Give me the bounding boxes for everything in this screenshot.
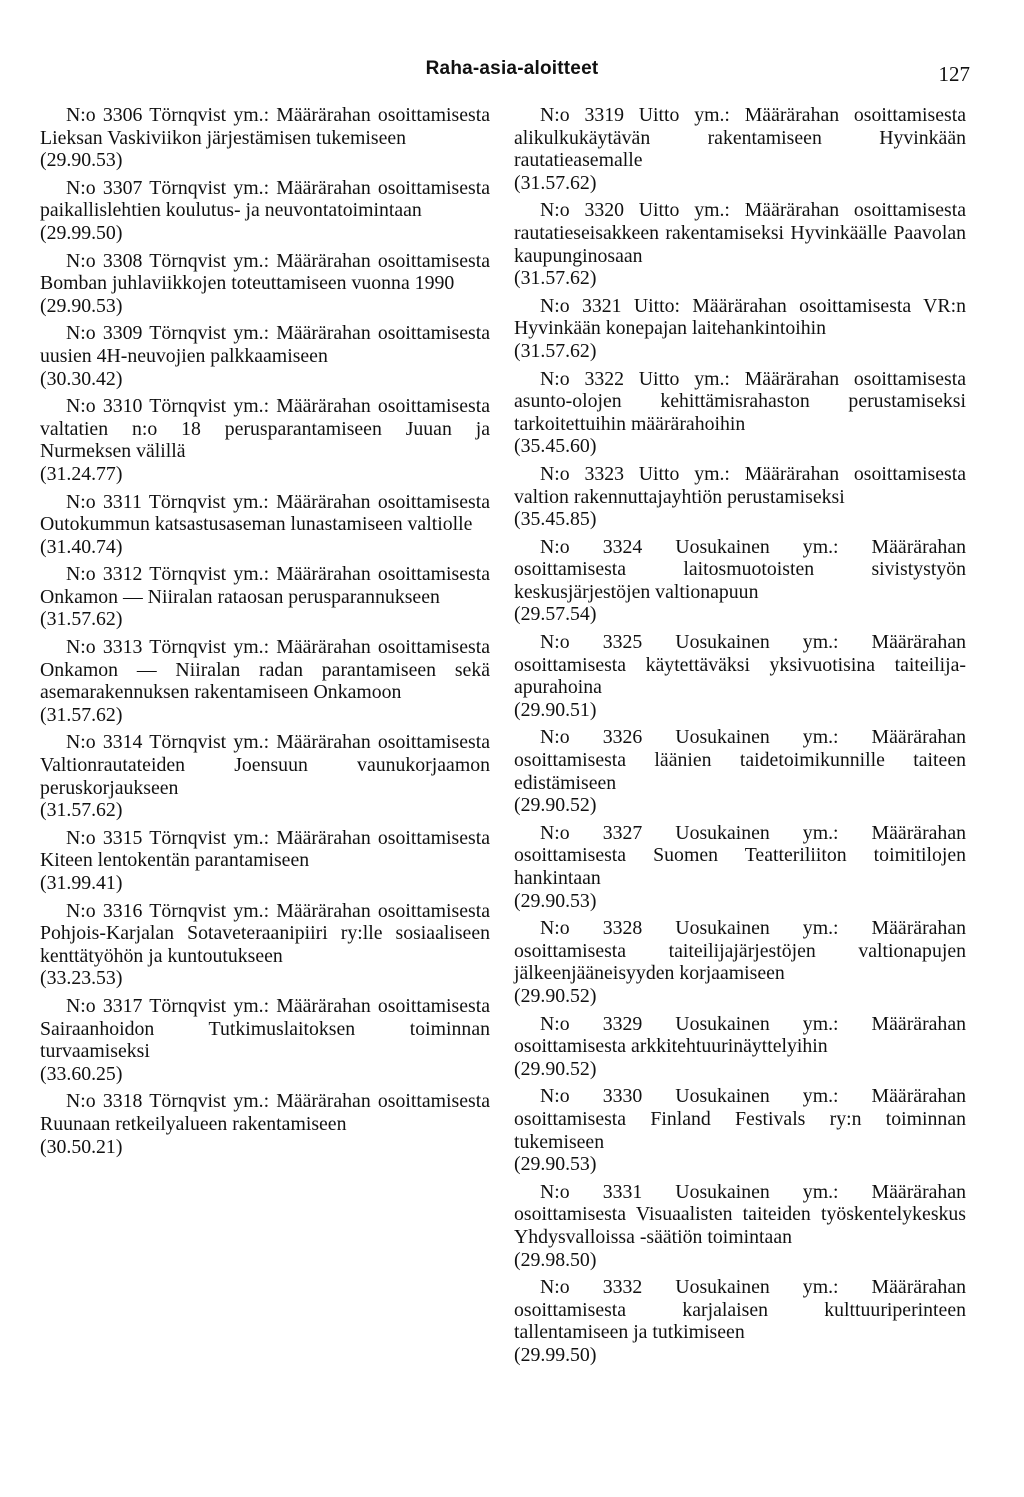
motion-title: N:o 3308 Törnqvist ym.: Määrärahan osoittamisesta Bomban juhlaviikkojen toteuttamiseen vuonna 1990	[40, 249, 490, 295]
motion-entry	[40, 491, 490, 559]
budget-item-code: (33.60.25)	[40, 1062, 123, 1085]
budget-item-code: (31.40.74)	[40, 535, 123, 558]
motion-title: N:o 3306 Törnqvist ym.: Määrärahan osoittamisesta Lieksan Vaskiviikon järjestämisen tukemiseen	[40, 104, 490, 149]
motion-title: N:o 3313 Törnqvist ym.: Määrärahan osoittamisesta Onkamon — Niiralan radan parantamiseen sekä asemarakennuksen rakentamiseen Onkamoon	[40, 636, 490, 704]
budget-item-code: (29.90.52)	[514, 1057, 597, 1080]
budget-item-code: (29.90.51)	[514, 698, 597, 721]
page-number: 127	[938, 62, 970, 86]
motion-entry	[514, 368, 966, 458]
budget-item-code: (29.90.52)	[514, 794, 597, 817]
budget-item-code: (31.57.62)	[40, 799, 123, 822]
motion-title: N:o 3311 Törnqvist ym.: Määrärahan osoittamisesta Outokummun katsastusaseman lunastamiseen valtiolle	[40, 490, 490, 536]
motion-entry	[40, 731, 490, 821]
budget-item-code: (30.50.21)	[40, 1135, 123, 1158]
motion-title: N:o 3329 Uosukainen ym.: Määrärahan osoittamisesta arkkitehtuurinäyttelyihin	[514, 1012, 966, 1058]
budget-item-code: (29.90.53)	[40, 149, 123, 172]
motion-title: N:o 3332 Uosukainen ym.: Määrärahan osoittamisesta karjalaisen kulttuuriperinteen tallentamiseen ja tutkimiseen	[514, 1276, 966, 1344]
budget-item-code: (31.57.62)	[514, 171, 597, 194]
right-column	[514, 104, 966, 1371]
motion-entry	[514, 1181, 966, 1271]
motion-entry	[40, 827, 490, 895]
page-header-title: Raha-asia-aloitteet	[425, 58, 599, 79]
budget-item-code: (31.57.62)	[514, 339, 597, 362]
motion-entry	[40, 177, 490, 245]
motion-entry	[40, 395, 490, 485]
motion-entry	[514, 1085, 966, 1175]
motion-title: N:o 3318 Törnqvist ym.: Määrärahan osoittamisesta Ruunaan retkeilyalueen rakentamiseen	[40, 1090, 490, 1135]
motion-entry	[514, 463, 966, 531]
budget-item-code: (31.24.77)	[40, 462, 123, 485]
motion-entry	[514, 536, 966, 626]
motion-title: N:o 3307 Törnqvist ym.: Määrärahan osoittamisesta paikallislehtien koulutus- ja neuvontatoimintaan	[40, 176, 490, 222]
budget-item-code: (31.57.62)	[40, 703, 123, 726]
motion-title: N:o 3310 Törnqvist ym.: Määrärahan osoittamisesta valtatien n:o 18 perusparantamiseen Juuan ja Nurmeksen välillä	[40, 395, 490, 463]
budget-item-code: (29.90.53)	[40, 294, 123, 317]
motion-entry	[40, 322, 490, 390]
budget-item-code: (29.90.53)	[514, 889, 597, 912]
motion-title: N:o 3319 Uitto ym.: Määrärahan osoittamisesta alikulkukäytävän rakentamiseen Hyvinkään rautatieasemalle	[514, 104, 966, 172]
motion-title: N:o 3315 Törnqvist ym.: Määrärahan osoittamisesta Kiteen lentokentän parantamiseen	[40, 826, 490, 872]
motion-entry	[514, 104, 966, 194]
motion-entry	[514, 631, 966, 721]
motion-title: N:o 3325 Uosukainen ym.: Määrärahan osoittamisesta käytettäväksi yksivuotisina taiteilija-apurahoina	[514, 631, 966, 699]
motion-entry	[514, 1276, 966, 1366]
motion-entry	[514, 1013, 966, 1081]
motion-entry	[40, 636, 490, 726]
motion-title: N:o 3321 Uitto: Määrärahan osoittamisesta VR:n Hyvinkään konepajan laitehankintoihin	[514, 294, 966, 340]
motion-title: N:o 3314 Törnqvist ym.: Määrärahan osoittamisesta Valtionrautateiden Joensuun vaunukorjaamon peruskorjaukseen	[40, 731, 490, 799]
motion-entry	[40, 563, 490, 631]
budget-item-code: (30.30.42)	[40, 367, 123, 390]
motion-title: N:o 3320 Uitto ym.: Määrärahan osoittamisesta rautatieseisakkeen rakentamiseksi Hyvinkäälle Paavolan kaupunginosaan	[514, 199, 966, 267]
motion-title: N:o 3309 Törnqvist ym.: Määrärahan osoittamisesta uusien 4H-neuvojien palkkaamiseen	[40, 322, 490, 367]
motion-entry	[40, 104, 490, 172]
motion-entry	[40, 995, 490, 1085]
motion-entry	[40, 900, 490, 990]
budget-item-code: (29.57.54)	[514, 603, 597, 626]
motion-entry	[40, 1090, 490, 1158]
budget-item-code: (29.90.53)	[514, 1153, 597, 1176]
budget-item-code: (35.45.60)	[514, 435, 597, 458]
budget-item-code: (33.23.53)	[40, 967, 123, 990]
motion-entry	[514, 726, 966, 816]
motion-entry	[514, 295, 966, 363]
motion-entry	[40, 250, 490, 318]
motion-entry	[514, 199, 966, 289]
motion-title: N:o 3328 Uosukainen ym.: Määrärahan osoittamisesta taiteilijajärjestöjen valtionapujen jälkeenjääneisyyden korjaamiseen	[514, 917, 966, 985]
motion-title: N:o 3312 Törnqvist ym.: Määrärahan osoittamisesta Onkamon — Niiralan rataosan perusparannukseen	[40, 563, 490, 608]
motion-entry	[514, 822, 966, 912]
budget-item-code: (31.57.62)	[40, 608, 123, 631]
budget-item-code: (31.57.62)	[514, 267, 597, 290]
motion-title: N:o 3323 Uitto ym.: Määrärahan osoittamisesta valtion rakennuttajayhtiön perustamiseksi	[514, 462, 966, 508]
budget-item-code: (29.90.52)	[514, 984, 597, 1007]
motion-title: N:o 3316 Törnqvist ym.: Määrärahan osoittamisesta Pohjois-Karjalan Sotaveteraanipiiri ry:lle sosiaaliseen kenttätyöhön ja kuntoutukseen	[40, 899, 490, 967]
motion-title: N:o 3326 Uosukainen ym.: Määrärahan osoittamisesta läänien taidetoimikunnille taiteen edistämiseen	[514, 726, 966, 794]
budget-item-code: (31.99.41)	[40, 872, 123, 894]
motion-title: N:o 3330 Uosukainen ym.: Määrärahan osoittamisesta Finland Festivals ry:n toiminnan tukemiseen	[514, 1085, 966, 1153]
motion-title: N:o 3317 Törnqvist ym.: Määrärahan osoittamisesta Sairaanhoidon Tutkimuslaitoksen toiminnan turvaamiseksi	[40, 994, 490, 1063]
budget-item-code: (29.99.50)	[40, 221, 123, 244]
budget-item-code: (29.99.50)	[514, 1343, 597, 1366]
motion-title: N:o 3324 Uosukainen ym.: Määrärahan osoittamisesta laitosmuotoisten sivistystyön keskusjärjestöjen valtionapuun	[514, 535, 966, 603]
budget-item-code: (35.45.85)	[514, 508, 597, 531]
motion-entry	[514, 917, 966, 1007]
budget-item-code: (29.98.50)	[514, 1248, 597, 1271]
left-column	[40, 104, 490, 1163]
motion-title: N:o 3327 Uosukainen ym.: Määrärahan osoittamisesta Suomen Teatteriliiton toimitilojen hankintaan	[514, 821, 966, 889]
motion-title: N:o 3331 Uosukainen ym.: Määrärahan osoittamisesta Visuaalisten taiteiden työskentelykeskus Yhdysvalloissa -säätiön toimintaan	[514, 1180, 966, 1248]
motion-title: N:o 3322 Uitto ym.: Määrärahan osoittamisesta asunto-olojen kehittämisrahaston perustamiseksi tarkoitettuihin määrärahoihin	[514, 367, 966, 435]
